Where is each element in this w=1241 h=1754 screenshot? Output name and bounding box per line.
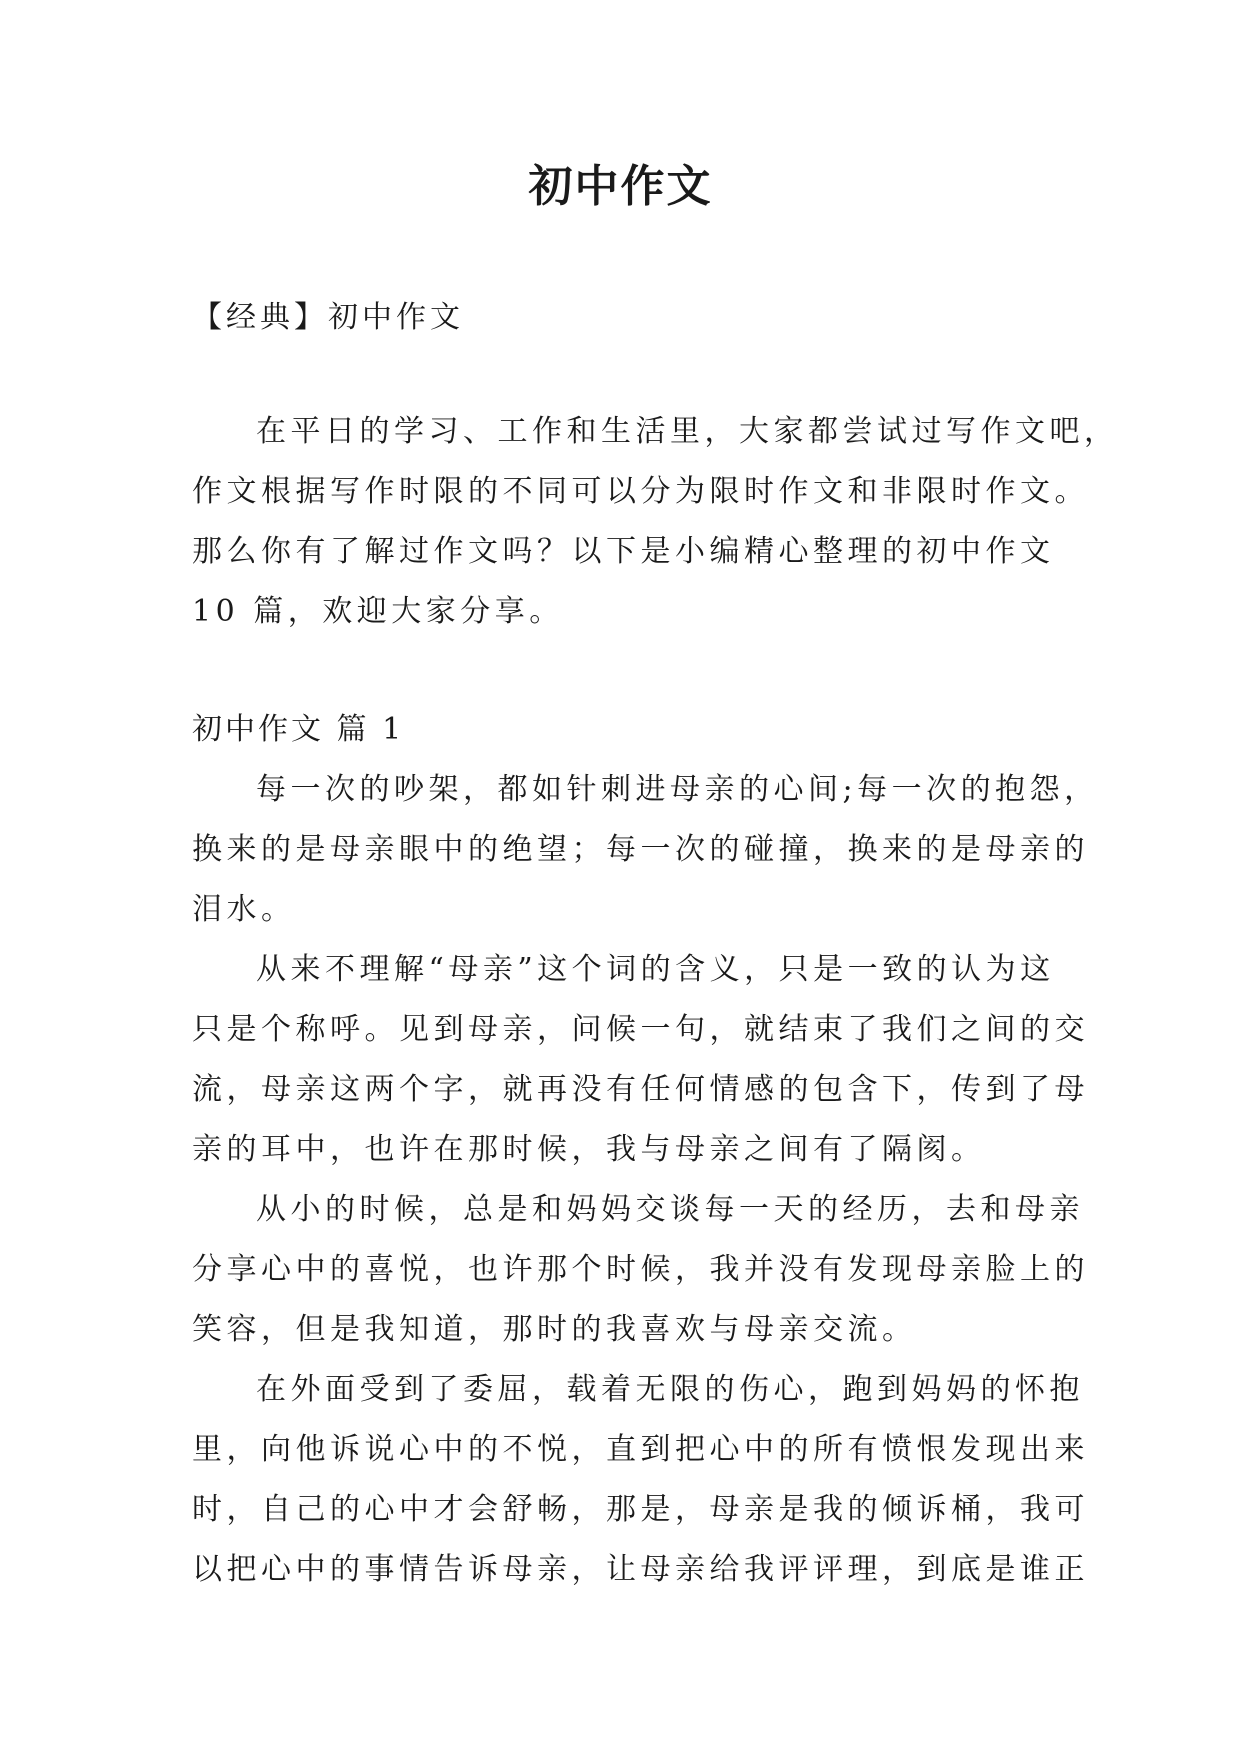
paragraph-line: 里，向他诉说心中的不悦，直到把心中的所有愤恨发现出来 bbox=[192, 1432, 1089, 1467]
paragraph-line: 每一次的吵架，都如针刺进母亲的心间;每一次的抱怨， bbox=[256, 772, 1099, 807]
essay-paragraph bbox=[192, 940, 1089, 1180]
document-subtitle: 【经典】初中作文 bbox=[192, 300, 464, 335]
paragraph-line: 换来的是母亲眼中的绝望；每一次的碰撞，换来的是母亲的 bbox=[192, 832, 1089, 867]
paragraph-line: 分享心中的喜悦，也许那个时候，我并没有发现母亲脸上的 bbox=[192, 1252, 1089, 1287]
essay-paragraph bbox=[192, 1180, 1089, 1360]
paragraph-line: 从来不理解“母亲”这个词的含义，只是一致的认为这 bbox=[256, 952, 1055, 987]
paragraph-line: 亲的耳中，也许在那时候，我与母亲之间有了隔阂。 bbox=[192, 1132, 986, 1167]
paragraph-line: 只是个称呼。见到母亲，问候一句，就结束了我们之间的交 bbox=[192, 1012, 1089, 1047]
paragraph-line: 从小的时候，总是和妈妈交谈每一天的经历，去和母亲 bbox=[256, 1192, 1084, 1227]
intro-line: 10 篇，欢迎大家分享。 bbox=[192, 594, 564, 629]
paragraph-line: 以把心中的事情告诉母亲，让母亲给我评评理，到底是谁正 bbox=[192, 1552, 1089, 1587]
paragraph-line: 在外面受到了委屈，载着无限的伤心，跑到妈妈的怀抱 bbox=[256, 1372, 1084, 1407]
essay-paragraph bbox=[192, 1360, 1089, 1600]
document-title: 初中作文 bbox=[528, 161, 713, 212]
paragraph-line: 笑容，但是我知道，那时的我喜欢与母亲交流。 bbox=[192, 1312, 917, 1347]
intro-line: 作文根据写作时限的不同可以分为限时作文和非限时作文。 bbox=[192, 474, 1089, 509]
intro-paragraph bbox=[192, 402, 1119, 642]
intro-line: 在平日的学习、工作和生活里，大家都尝试过写作文吧， bbox=[256, 414, 1119, 449]
paragraph-line: 流，母亲这两个字，就再没有任何情感的包含下，传到了母 bbox=[192, 1072, 1089, 1107]
intro-line: 那么你有了解过作文吗？以下是小编精心整理的初中作文 bbox=[192, 534, 1055, 569]
essay-paragraph bbox=[192, 760, 1099, 940]
essay-section bbox=[192, 700, 1099, 1600]
paragraph-line: 泪水。 bbox=[192, 892, 296, 927]
paragraph-line: 时，自己的心中才会舒畅，那是，母亲是我的倾诉桶，我可 bbox=[192, 1492, 1089, 1527]
section-heading: 初中作文 篇 1 bbox=[192, 712, 405, 747]
